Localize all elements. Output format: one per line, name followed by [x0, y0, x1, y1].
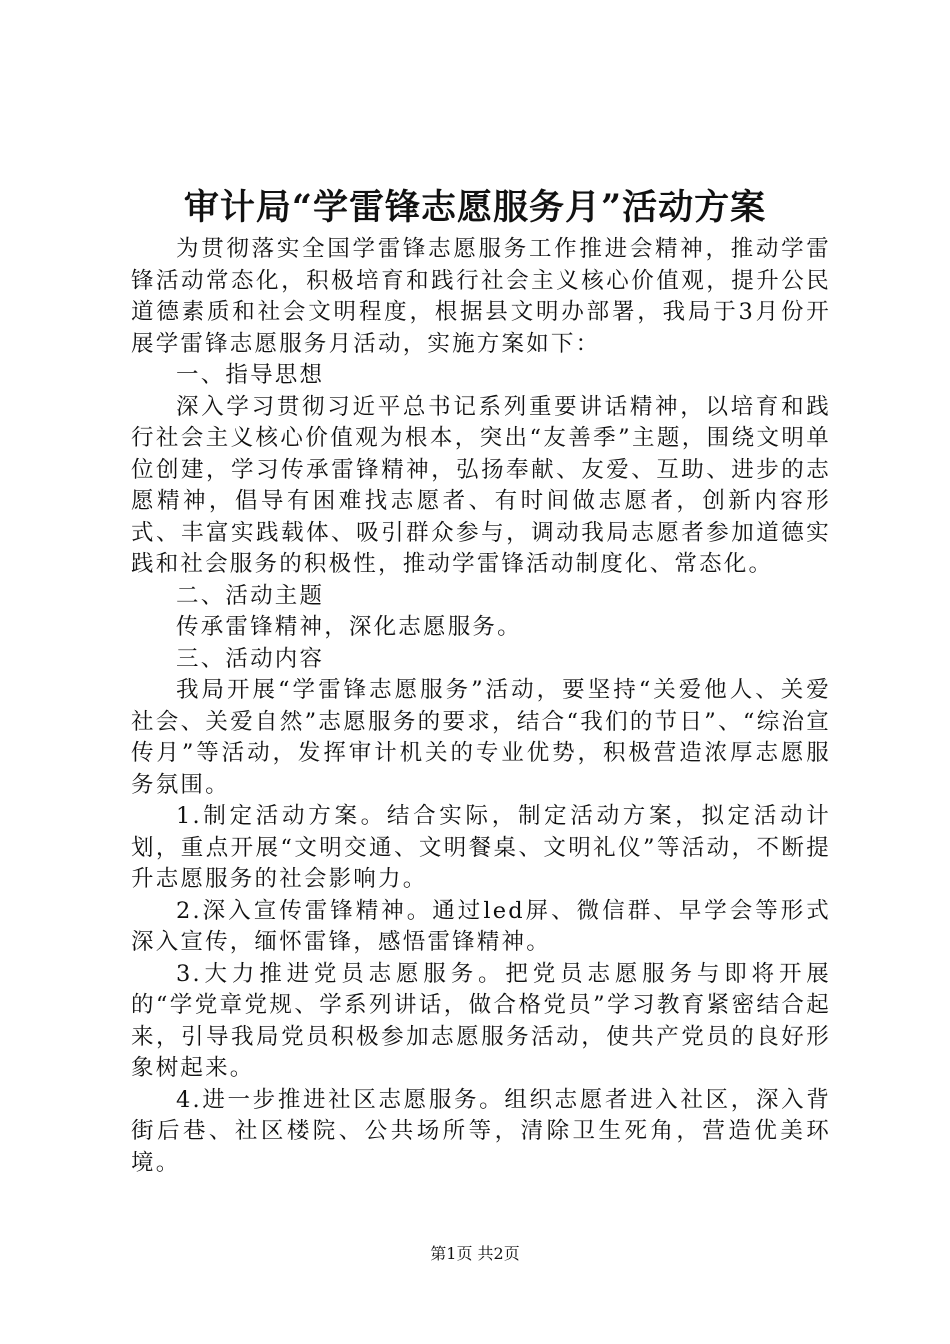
activity-content-paragraph: 我局开展“学雷锋志愿服务”活动，要坚持“关爱他人、关爱社会、关爱自然”志愿服务的要求，结合“我们的节日”、“综治宣传月”等活动，发挥审计机关的专业优势，积极营造浓厚志愿服务氛围。: [131, 677, 831, 798]
section-heading-activity-content: 三、活动内容: [176, 645, 325, 672]
activity-theme-paragraph: 传承雷锋精神，深化志愿服务。: [176, 614, 522, 640]
document-body: [131, 234, 831, 1179]
page-footer: 第1页 共2页: [430, 1244, 520, 1263]
section-heading-guiding-ideology: 一、指导思想: [176, 362, 325, 388]
section-heading-activity-theme: 二、活动主题: [176, 582, 325, 609]
content-item-4: 4.进一步推进社区志愿服务。组织志愿者进入社区，深入背街后巷、社区楼院、公共场所等，清除卫生死角，营造优美环境。: [131, 1086, 831, 1176]
document-title: 审计局“学雷锋志愿服务月”活动方案: [183, 187, 767, 228]
content-item-2: 2.深入宣传雷锋精神。通过led屏、微信群、早学会等形式深入宣传，缅怀雷锋，感悟雷锋精神。: [131, 897, 831, 955]
content-item-3: 3.大力推进党员志愿服务。把党员志愿服务与即将开展的“学党章党规、学系列讲话，做合格党员”学习教育紧密结合起来，引导我局党员积极参加志愿服务活动，使共产党员的良好形象树起来。: [131, 960, 831, 1081]
guiding-ideology-paragraph: 深入学习贯彻习近平总书记系列重要讲话精神，以培育和践行社会主义核心价值观为根本，突出“友善季”主题，围绕文明单位创建，学习传承雷锋精神，弘扬奉献、友爱、互助、进步的志愿精神，倡导有困难找志愿者、有时间做志愿者，创新内容形式、丰富实践载体、吸引群众参与，调动我局志愿者参加道德实践和社会服务的积极性，推动学雷锋活动制度化、常态化。: [131, 393, 831, 577]
content-item-1: 1.制定活动方案。结合实际，制定活动方案，拟定活动计划，重点开展“文明交通、文明餐桌、文明礼仪”等活动，不断提升志愿服务的社会影响力。: [131, 803, 831, 892]
intro-paragraph: 为贯彻落实全国学雷锋志愿服务工作推进会精神，推动学雷锋活动常态化，积极培育和践行社会主义核心价值观，提升公民道德素质和社会文明程度，根据县文明办部署，我局于3月份开展学雷锋志愿服务月活动，实施方案如下：: [131, 236, 831, 357]
